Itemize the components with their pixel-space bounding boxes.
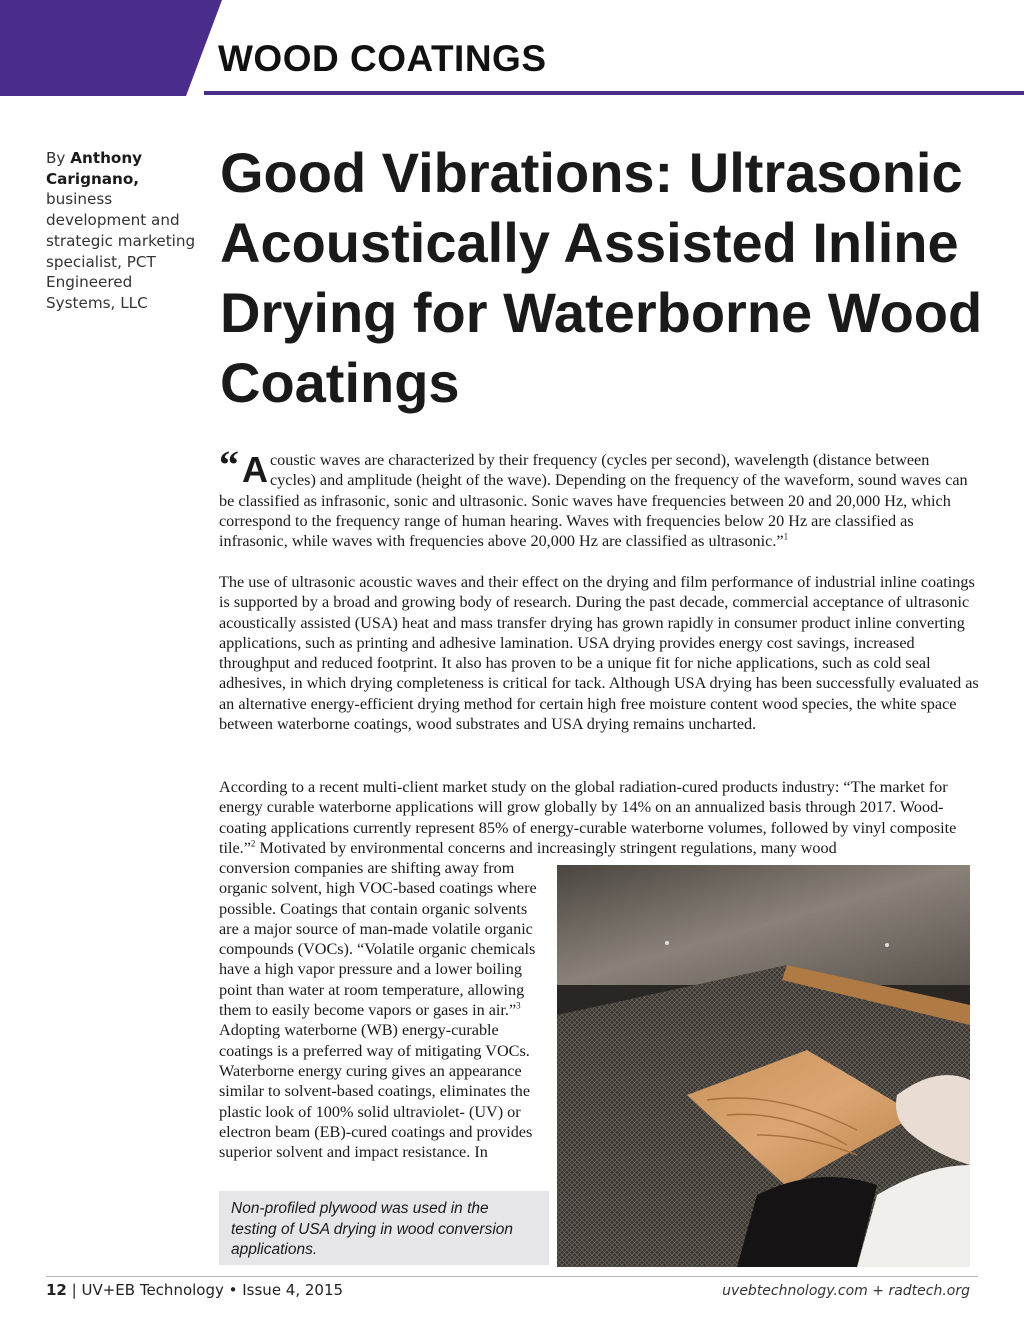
byline — [46, 148, 206, 314]
photo-caption: Non-profiled plywood was used in the testing of USA drying in wood conversion applications. — [219, 1191, 549, 1265]
paragraph-voc — [219, 858, 539, 1162]
paragraph-research: The use of ultrasonic acoustic waves and their effect on the drying and film performance of industrial inline coatings is supported by a broad and growing body of research. During the past decade, commercial acceptance of ultrasonic acoustically assisted (USA) heat and mass transfer drying has grown rapidly in consumer product inline converting applications, such as printing and adhesive lamination. USA drying provides energy cost savings, increased throughput and reduced footprint. It also has proven to be a unique fit for niche applications, such as cold seal adhesives, in which drying completeness is critical for tack. Although USA drying has been successfully evaluated as an alternative energy-efficient drying method for certain high free moisture content wood species, the white space between waterborne coatings, wood substrates and USA drying remains uncharted. — [219, 573, 979, 734]
footer-rule — [46, 1276, 978, 1277]
paragraph-voc-text: conversion companies are shifting away from organic solvent, high VOC-based coatings where possible. Coatings that contain organic solvents are a major source of man-made volatile organic compounds (VOCs). “Volatile organic chemicals have a high vapor pressure and a lower boiling point than water at room temperature, allowing them to easily become vapors or gases in air.” — [219, 859, 537, 1020]
open-quote-mark: “ — [219, 442, 239, 487]
footnote-ref-3: 3 — [516, 1000, 521, 1011]
section-label: WOOD COATINGS — [218, 38, 547, 79]
paragraph-intro-text: coustic waves are characterized by their frequency (cycles per second), wavelength (distance between cycles) and amplitude (height of the wave). Depending on the frequency of the waveform, sound waves can be classified as infrasonic, sonic and ultrasonic. Sonic waves have frequencies between 20 and 20,000 Hz, which correspond to the frequency range of human hearing. Waves with frequencies below 20 Hz are classified as infrasonic, while waves with frequencies above 20,000 Hz are classified as ultrasonic.” — [219, 451, 968, 551]
dryer-housing — [557, 865, 970, 985]
drop-cap: A — [242, 449, 268, 490]
footnote-ref-1: 1 — [783, 531, 789, 542]
paragraph-intro-quote — [219, 442, 979, 551]
article-title: Good Vibrations: Ultrasonic Acoustically Assisted Inline Drying for Waterborne Wood Coatings — [220, 141, 983, 414]
header-purple-block — [0, 0, 222, 96]
footer-publication — [46, 1281, 343, 1299]
paragraph-market-study-text: According to a recent multi-client market study on the global radiation-cured products industry: “The market for energy curable waterborne applications will grow globally by 14% on an annualized basis through 2017. Wood-coating applications currently represent 85% of energy-curable waterborne volumes, followed by vinyl composite tile.” — [219, 778, 957, 857]
footer-separator: | — [71, 1281, 77, 1299]
byline-prefix: By — [46, 149, 66, 167]
page-number: 12 — [46, 1281, 67, 1299]
author-role: business development and strategic marketing specialist, PCT Engineered Systems, LLC — [46, 190, 196, 312]
housing-bolt — [665, 941, 669, 945]
housing-bolt — [885, 943, 889, 947]
paragraph-voc-continued: Adopting waterborne (WB) energy-curable coatings is a preferred way of mitigating VOCs. Waterborne energy curing gives an appearance similar to solvent-based coatings, eliminates the plastic look of 100% solid ultraviolet- (UV) or electron beam (EB)-cured coatings and provides superior solvent and impact resistance. In — [219, 1021, 533, 1162]
paragraph-market-study — [219, 777, 979, 858]
paragraph-market-study-continued: Motivated by environmental concerns and increasingly stringent regulations, many wood — [255, 838, 837, 857]
footnote-ref-2: 2 — [250, 838, 256, 849]
photo-plywood-dryer — [557, 865, 970, 1267]
author-name: Anthony Carignano, — [46, 149, 143, 188]
publication-issue: UV+EB Technology • Issue 4, 2015 — [81, 1281, 344, 1299]
footer-websites: uvebtechnology.com + radtech.org — [722, 1283, 970, 1299]
